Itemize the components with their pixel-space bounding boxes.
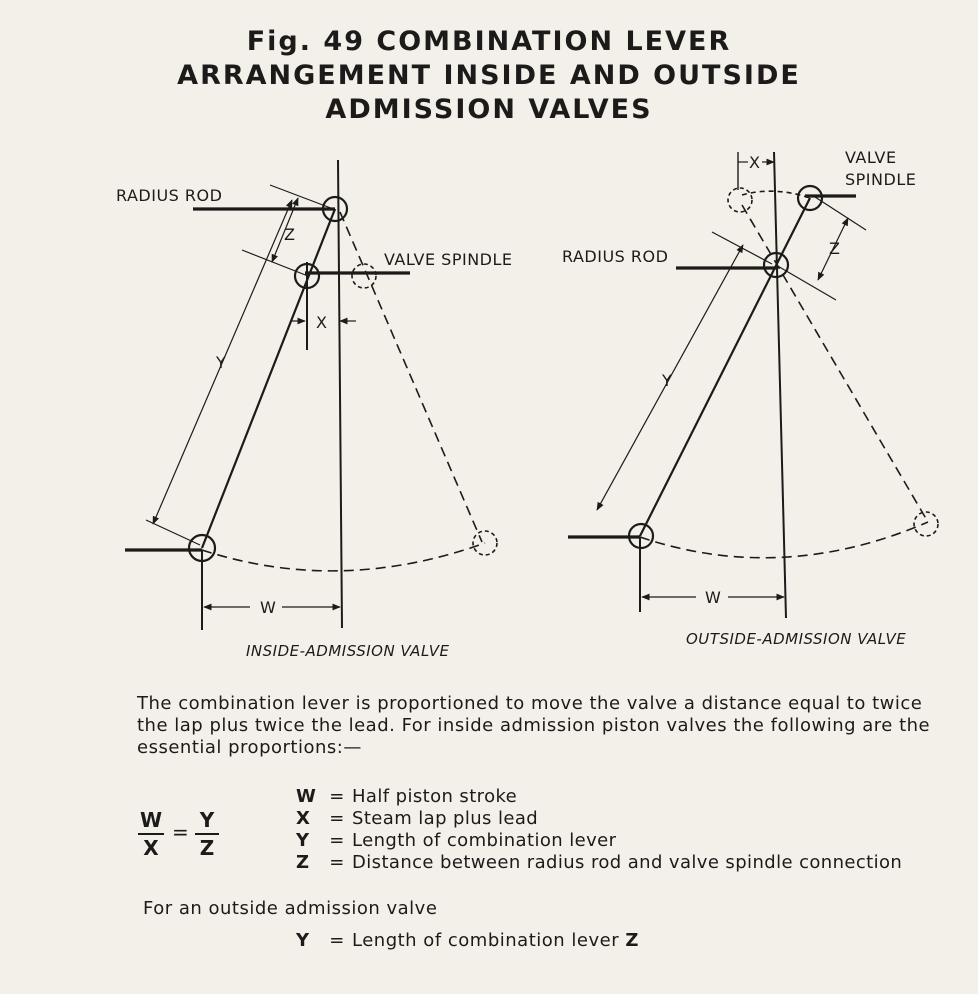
definition-row	[296, 830, 902, 852]
inside-z-label: Z	[284, 225, 296, 244]
outside-radius-rod-label: RADIUS ROD	[562, 247, 669, 266]
formula-left-denominator: X	[143, 836, 159, 860]
definition-text: Distance between radius rod and valve spindle connection	[352, 852, 903, 873]
inside-valve-spindle-label: VALVE SPINDLE	[384, 250, 513, 269]
inside-x-label: X	[316, 313, 328, 332]
outside-admission-diagram	[562, 148, 938, 648]
figure-title-line-1: Fig. 49 COMBINATION LEVER	[246, 26, 732, 57]
outside-formula-text: Length of combination lever	[352, 930, 620, 951]
definition-row	[296, 786, 902, 808]
outside-bottom-swung-pivot	[914, 512, 938, 536]
definition-row	[296, 852, 902, 874]
outside-z-extension-top	[815, 197, 866, 230]
outside-valve-label: VALVE	[845, 148, 897, 167]
formula-right-numerator: Y	[199, 808, 215, 832]
formula-left-numerator: W	[139, 808, 163, 832]
inside-y-label: Y	[216, 353, 227, 372]
outside-w-label: W	[705, 588, 722, 607]
outside-spindle-swung-pivot	[728, 188, 752, 212]
inside-swing-arc	[202, 543, 485, 571]
outside-formula-symbol: Y	[296, 930, 310, 951]
inside-y-extension	[146, 520, 200, 545]
description-paragraph: The combination lever is proportioned to move the valve a distance equal to twice the lap plus twice the lead. For inside admission piston valves the following are the essential proportions:—	[137, 693, 931, 758]
definition-equals: =	[329, 786, 345, 807]
figure-title-line-3: ADMISSION VALVES	[325, 94, 653, 125]
figure-title-line-2: ARRANGEMENT INSIDE AND OUTSIDE	[177, 60, 801, 91]
outside-spindle-label: SPINDLE	[845, 170, 917, 189]
outside-admission-note: For an outside admission valve	[143, 898, 438, 919]
formula-left-bar	[138, 833, 164, 835]
outside-admission-caption: OUTSIDE-ADMISSION VALVE	[686, 630, 907, 648]
outside-y-label: Y	[662, 371, 673, 390]
inside-center-line	[338, 160, 342, 628]
definition-equals: =	[329, 808, 345, 829]
inside-spindle-swung-pivot	[352, 264, 376, 288]
inside-z-extension-top	[270, 185, 336, 210]
inside-radius-rod-label: RADIUS ROD	[116, 186, 223, 205]
definition-text: Length of combination lever	[352, 830, 617, 851]
outside-formula-equals: =	[329, 930, 345, 951]
definition-symbol: Z	[296, 852, 310, 873]
definition-text: Half piston stroke	[352, 786, 518, 807]
definitions-list	[296, 786, 902, 874]
outside-center-line	[774, 152, 786, 618]
definition-symbol: W	[296, 786, 317, 807]
formula-right-bar	[195, 833, 219, 835]
formula-right-denominator: Z	[199, 836, 215, 860]
outside-formula-suffix: Z	[625, 930, 639, 951]
outside-formula	[296, 930, 639, 951]
definition-row	[296, 808, 902, 830]
outside-z-label: Z	[829, 239, 841, 258]
definition-text: Steam lap plus lead	[352, 808, 539, 829]
definition-symbol: X	[296, 808, 311, 829]
outside-z-extension-bottom	[776, 265, 836, 300]
inside-w-label: W	[260, 598, 277, 617]
inside-admission-caption: INSIDE-ADMISSION VALVE	[246, 642, 450, 660]
definition-equals: =	[329, 852, 345, 873]
outside-x-label: X	[749, 153, 761, 172]
inside-admission-diagram	[116, 160, 513, 660]
formula-equals: =	[172, 820, 189, 844]
definition-symbol: Y	[296, 830, 310, 851]
outside-y-extension-top	[712, 232, 772, 264]
definition-equals: =	[329, 830, 345, 851]
